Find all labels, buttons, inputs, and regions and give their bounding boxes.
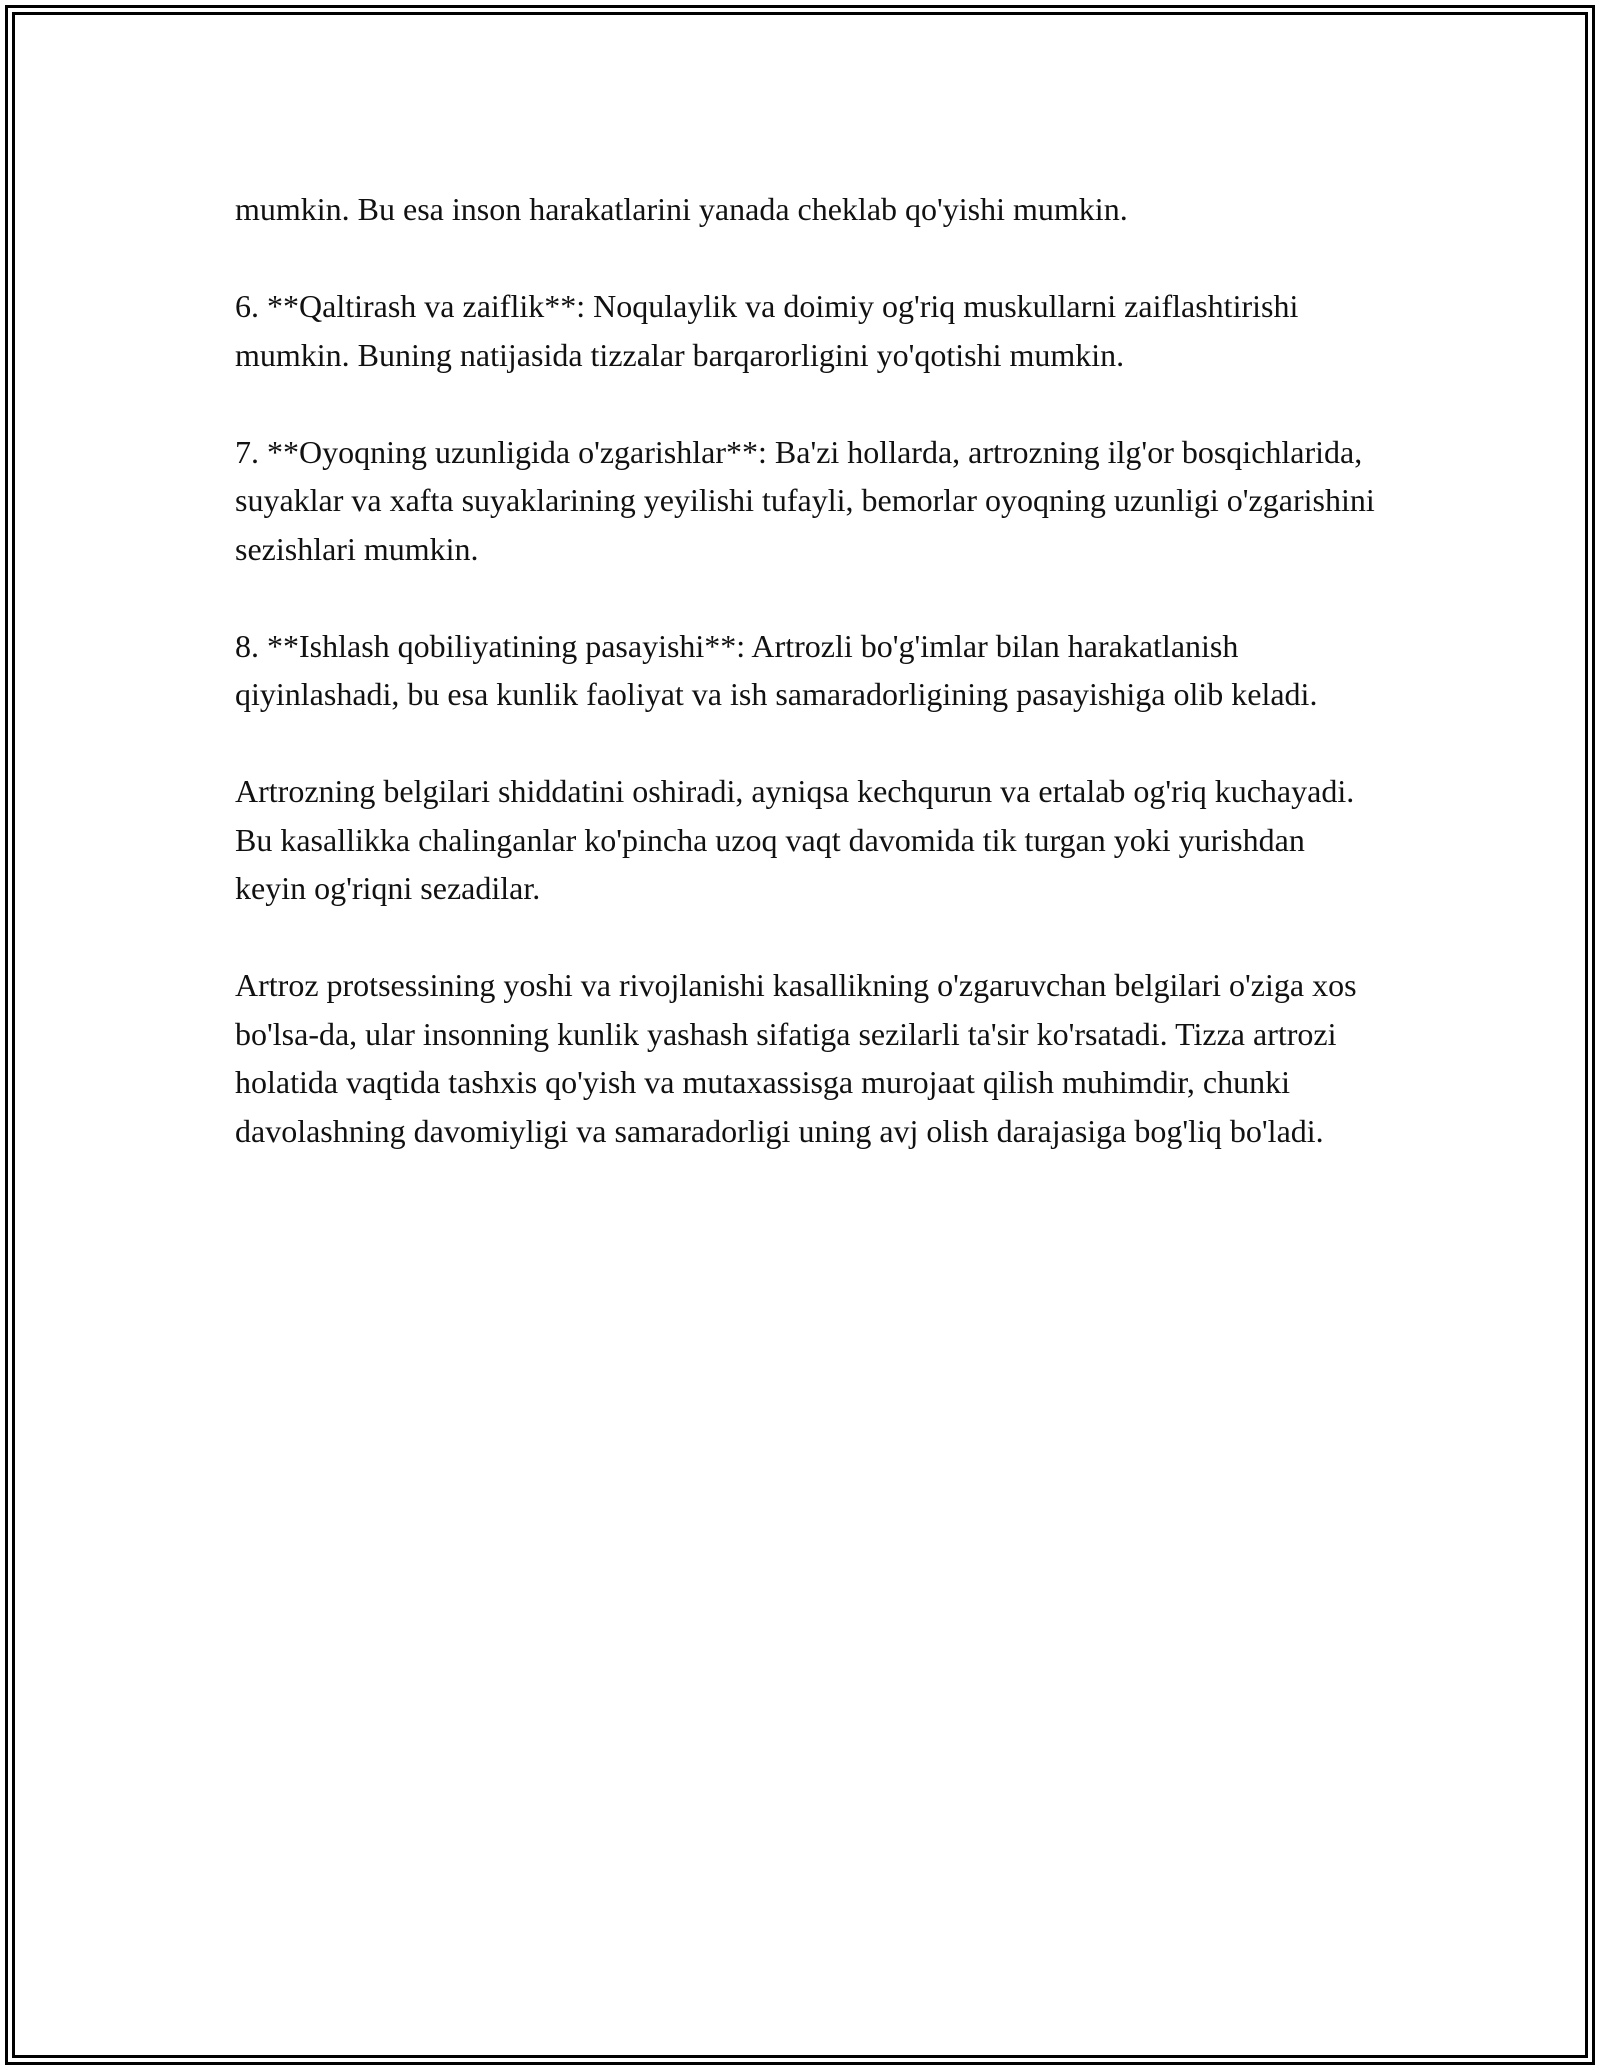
document-body [235, 185, 1375, 1204]
paragraph-item-7: 7. **Oyoqning uzunligida o'zgarishlar**: Ba'zi hollarda, artrozning ilg'or bosqichlarida, suyaklar va xafta suyaklarining yeyilishi tufayli, bemorlar oyoqning uzunligi o'zgarishini sezishlari mumkin. [235, 433, 1375, 567]
paragraph-continuation: mumkin. Bu esa inson harakatlarini yanada cheklab qo'yishi mumkin. [235, 191, 1128, 227]
paragraph-conclusion: Artroz protsessining yoshi va rivojlanishi kasallikning o'zgaruvchan belgilari o'ziga xos bo'lsa-da, ular insonning kunlik yashash sifatiga sezilarli ta'sir ko'rsatadi. Tizza artrozi holatida vaqtida tashxis qo'yish va mutaxassisga murojaat qilish muhimdir, chunki davolashning davomiyligi va samaradorligi uning avj olish darajasiga bog'liq bo'ladi. [235, 967, 1357, 1149]
paragraph-item-6: 6. **Qaltirash va zaiflik**: Noqulaylik va doimiy og'riq muskullarni zaiflashtirishi mumkin. Buning natijasida tizzalar barqarorligini yo'qotishi mumkin. [235, 288, 1299, 373]
paragraph-symptoms-summary: Artrozning belgilari shiddatini oshiradi, ayniqsa kechqurun va ertalab og'riq kuchayadi. Bu kasallikka chalinganlar ko'pincha uzoq vaqt davomida tik turgan yoki yurishdan keyin og'riqni sezadilar. [235, 773, 1355, 906]
paragraph-item-8: 8. **Ishlash qobiliyatining pasayishi**: Artrozli bo'g'imlar bilan harakatlanish qiyinlashadi, bu esa kunlik faoliyat va ish samaradorligining pasayishiga olib keladi. [235, 627, 1318, 712]
